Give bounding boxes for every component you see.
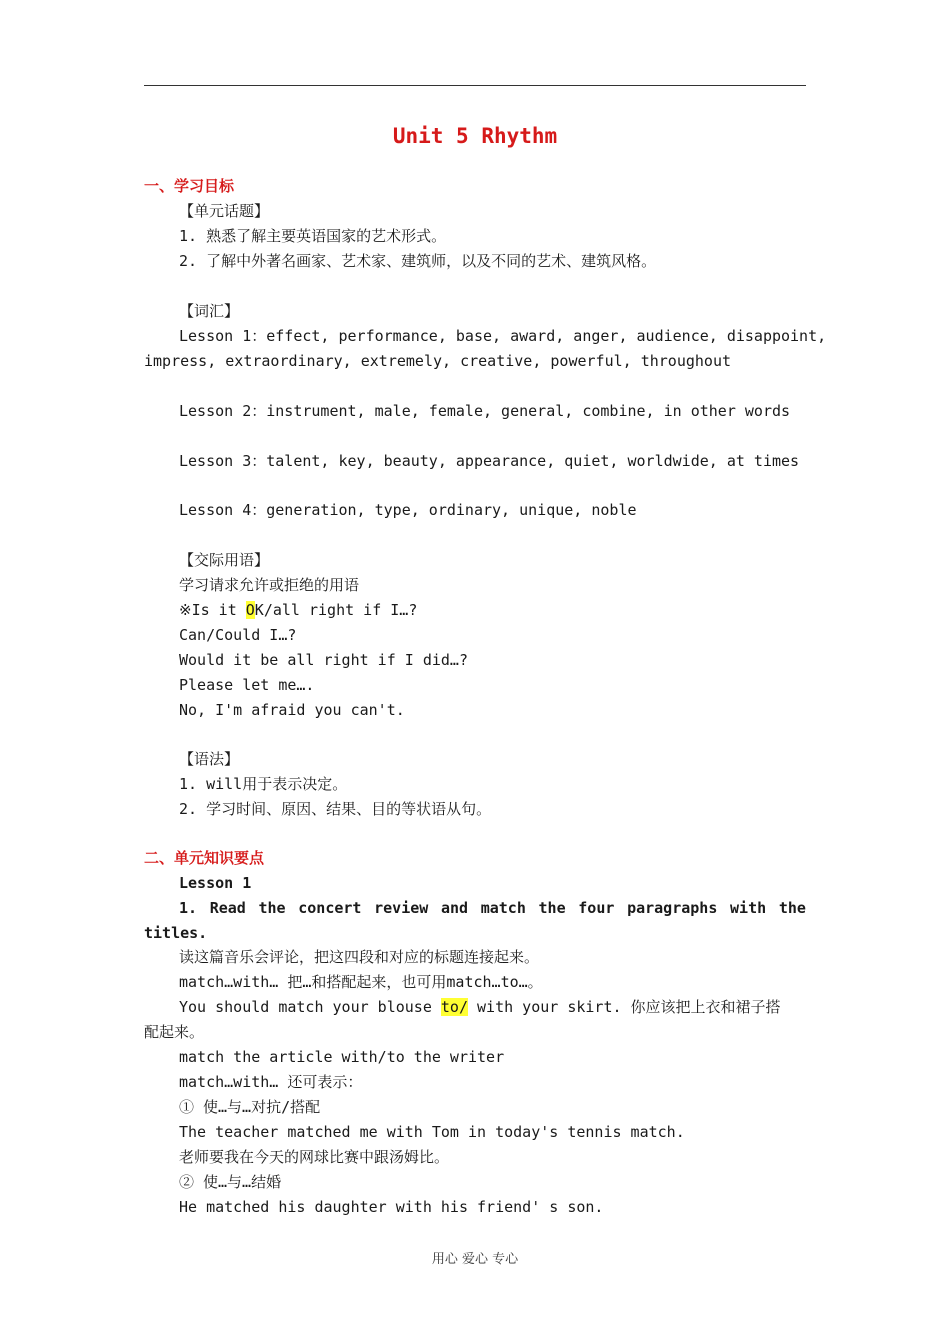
para-1: 读这篇音乐会评论，把这四段和对应的标题连接起来。	[179, 948, 540, 966]
para-3: You should match your blouse to/ with your skirt. 你应该把上衣和裙子搭	[179, 998, 781, 1016]
vocab-label: 【词汇】	[179, 302, 240, 320]
para-5: match…with… 还可表示：	[179, 1073, 363, 1091]
vocab-lesson-2: Lesson 2：instrument, male, female, general, combine, in other words	[179, 402, 791, 420]
question-word: and	[440, 899, 469, 917]
comm-phrase-4: Please let me….	[179, 676, 315, 694]
question-word: four	[578, 899, 615, 917]
para-2: match…with… 把…和搭配起来，也可用match…to…。	[179, 973, 543, 991]
question-word: the	[778, 899, 806, 917]
question-word: paragraphs	[627, 899, 718, 917]
vocab-lesson-1: Lesson 1：effect, performance, base, award, anger, audience, disappoint,	[179, 327, 827, 345]
header-rule	[144, 85, 806, 86]
question-word: concert	[298, 899, 362, 917]
topic-item-2: 2. 了解中外著名画家、艺术家、建筑师，以及不同的艺术、建筑风格。	[179, 252, 657, 270]
para-8: 老师要我在今天的网球比赛中跟汤姆比。	[179, 1148, 450, 1166]
vocab-lesson-1-cont: impress, extraordinary, extremely, creative, powerful, throughout	[144, 352, 731, 370]
comm-phrase-1: ※Is it OK/all right if I…?	[179, 601, 418, 619]
highlight-mark: O	[245, 601, 255, 619]
question-word: 1.	[179, 899, 198, 917]
comm-phrase-2: Can/Could I…?	[179, 626, 297, 644]
question-word: the	[538, 899, 566, 917]
section-heading-knowledge: 二、单元知识要点	[144, 849, 265, 867]
vocab-lesson-3: Lesson 3：talent, key, beauty, appearance, quiet, worldwide, at times	[179, 452, 800, 470]
para-7: The teacher matched me with Tom in today's tennis match.	[179, 1123, 685, 1141]
comm-intro: 学习请求允许或拒绝的用语	[179, 576, 360, 594]
question-word: match	[480, 899, 526, 917]
comm-phrase-5: No, I'm afraid you can't.	[179, 701, 405, 719]
question-1	[179, 896, 806, 921]
question-word: the	[258, 899, 286, 917]
para-10: He matched his daughter with his friend' s son.	[179, 1198, 604, 1216]
question-word: with	[730, 899, 767, 917]
lesson-heading: Lesson 1	[179, 874, 252, 892]
comm-phrase-3: Would it be all right if I did…?	[179, 651, 468, 669]
topic-item-1: 1. 熟悉了解主要英语国家的艺术形式。	[179, 227, 447, 245]
comm-label: 【交际用语】	[179, 551, 270, 569]
page-footer: 用心 爱心 专心	[431, 1252, 519, 1267]
para-6: ① 使…与…对抗/搭配	[179, 1098, 321, 1116]
question-1-cont: titles.	[144, 924, 208, 942]
page-title: Unit 5 Rhythm	[392, 124, 558, 148]
highlight-mark: to/	[440, 998, 468, 1016]
vocab-lesson-4: Lesson 4：generation, type, ordinary, unique, noble	[179, 501, 637, 519]
question-word: Read	[209, 899, 246, 917]
para-9: ② 使…与…结婚	[179, 1173, 282, 1191]
para-3-cont: 配起来。	[144, 1023, 205, 1041]
grammar-label: 【语法】	[179, 750, 240, 768]
question-word: review	[374, 899, 429, 917]
grammar-item-1: 1. will用于表示决定。	[179, 775, 348, 793]
para-4: match the article with/to the writer	[179, 1048, 505, 1066]
grammar-item-2: 2. 学习时间、原因、结果、目的等状语从句。	[179, 800, 492, 818]
topic-label: 【单元话题】	[179, 202, 270, 220]
section-heading-goals: 一、学习目标	[144, 177, 235, 195]
